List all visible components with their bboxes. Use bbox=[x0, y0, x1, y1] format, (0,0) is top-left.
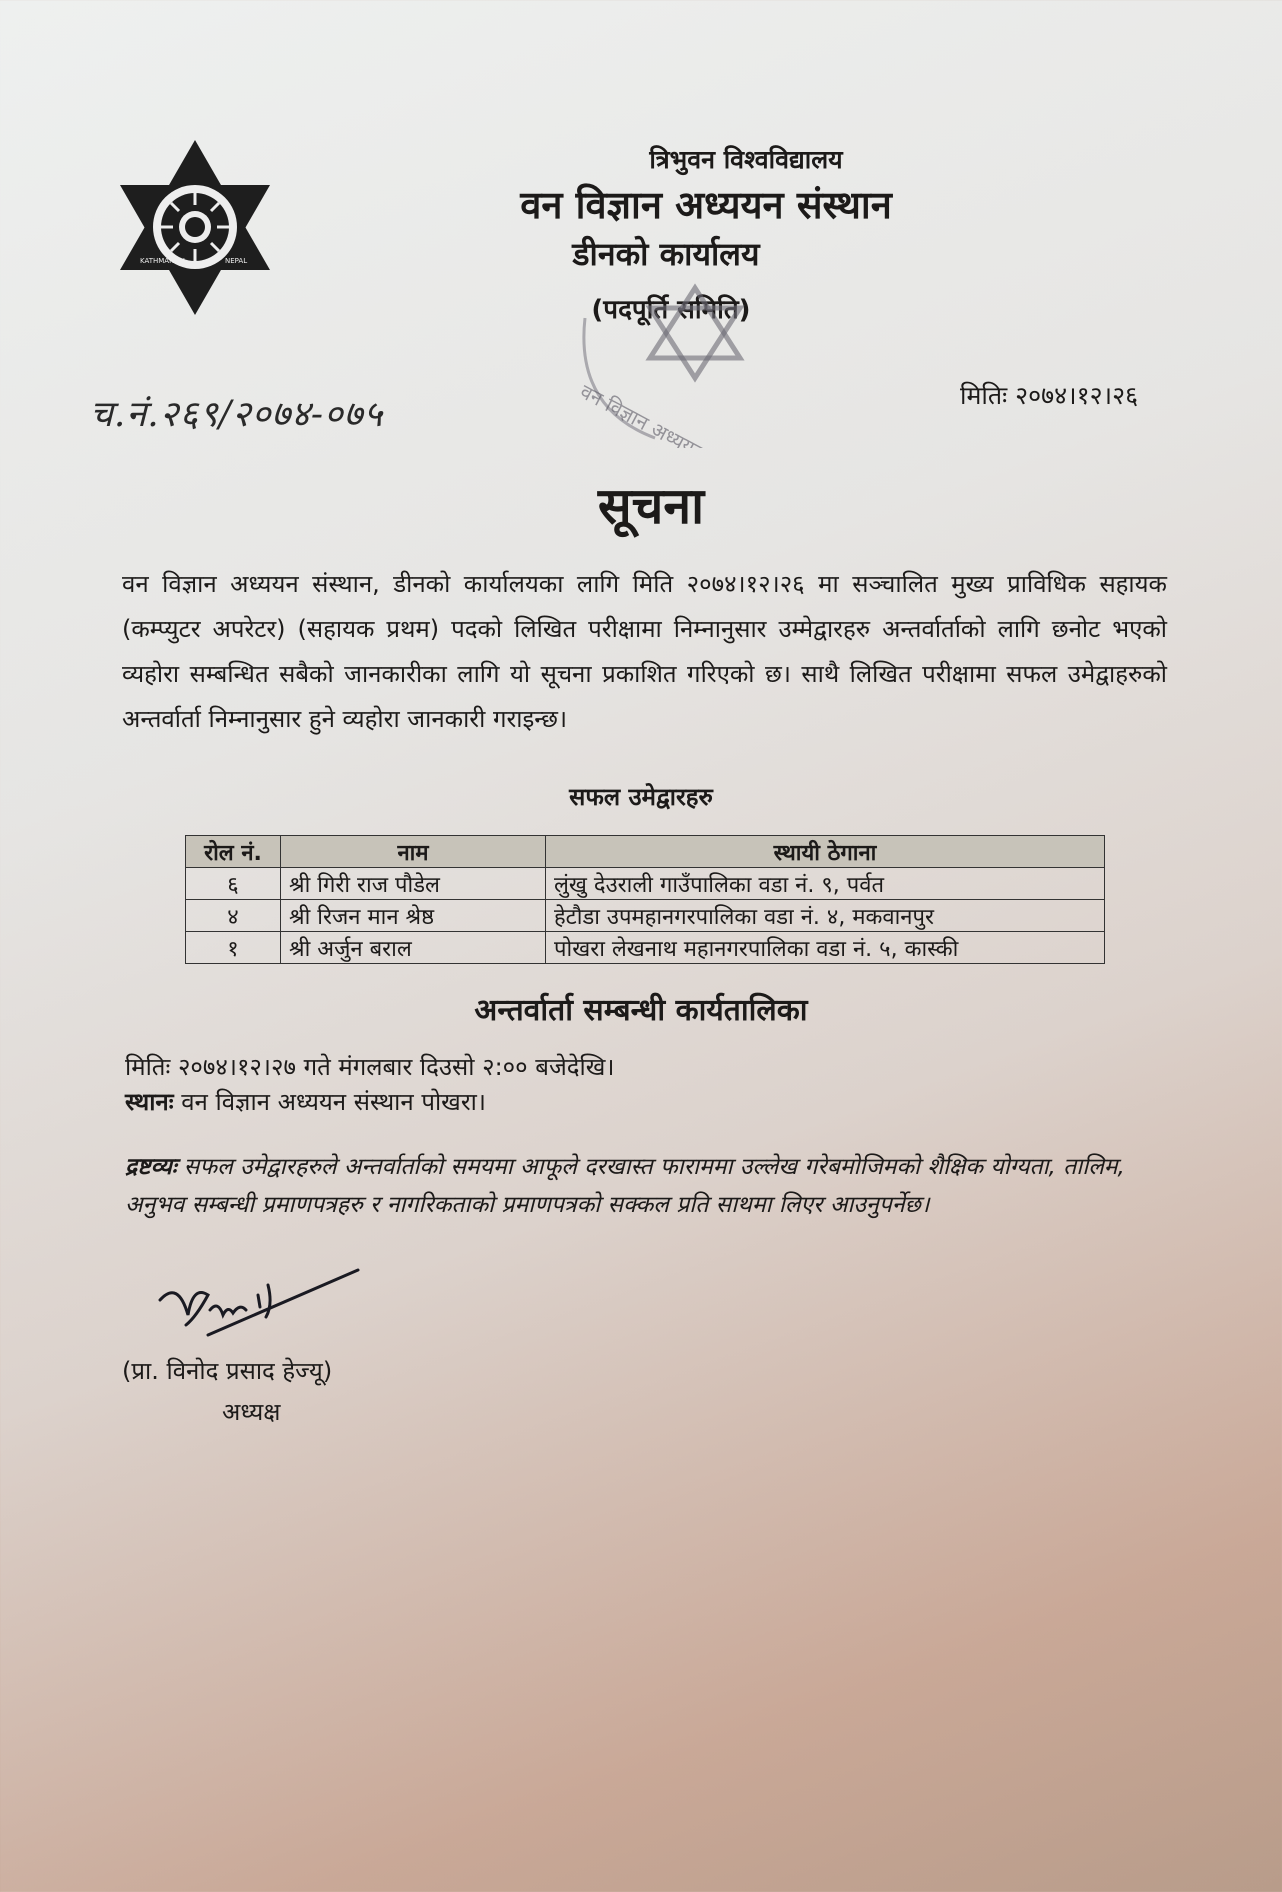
cell-name: श्री रिजन मान श्रेष्ठ bbox=[281, 900, 546, 932]
column-header-address: स्थायी ठेगाना bbox=[546, 836, 1105, 868]
note bbox=[125, 1148, 1175, 1224]
logo-text-left: KATHMANDU bbox=[140, 257, 185, 265]
cell-roll: ६ bbox=[186, 868, 281, 900]
logo-text-right: NEPAL bbox=[225, 257, 248, 265]
institute-name: वन विज्ञान अध्ययन संस्थान bbox=[520, 183, 892, 227]
column-header-name: नाम bbox=[281, 836, 546, 868]
place-label: स्थानः bbox=[125, 1088, 174, 1116]
note-label: द्रष्टव्यः bbox=[125, 1154, 177, 1180]
cell-roll: ४ bbox=[186, 900, 281, 932]
table-row bbox=[186, 868, 1105, 900]
schedule-heading: अन्तर्वार्ता सम्बन्धी कार्यतालिका bbox=[474, 993, 808, 1028]
cell-address: पोखरा लेखनाथ महानगरपालिका वडा नं. ५, कास्की bbox=[546, 932, 1105, 964]
cell-address: हेटौडा उपमहानगरपालिका वडा नं. ४, मकवानपुर bbox=[546, 900, 1105, 932]
signatory-name: (प्रा. विनोद प्रसाद हेज्यू) bbox=[122, 1357, 333, 1385]
signature bbox=[148, 1255, 368, 1345]
column-header-roll: रोल नं. bbox=[186, 836, 281, 868]
candidates-table bbox=[185, 835, 1105, 964]
committee-name: (पदपूर्ति समिति) bbox=[591, 295, 751, 325]
notice-body: वन विज्ञान अध्ययन संस्थान, डीनको कार्यालयका लागि मिति २०७४।१२।२६ मा सञ्चालित मुख्य प्राविधिक सहायक (कम्प्युटर अपरेटर) (सहायक प्रथम) पदको लिखित परीक्षामा निम्नानुसार उम्मेद्वारहरु अन्तर्वार्ताको लागि छनोट भएको व्यहोरा सम्बन्धित सबैको जानकारीका लागि यो सूचना प्रकाशित गरिएको छ। साथै लिखित परीक्षामा सफल उमेद्वाहरुको अन्तर्वार्ता निम्नानुसार हुने व्यहोरा जानकारी गराइन्छ। bbox=[122, 570, 1167, 733]
cell-address: लुंखु देउराली गाउँपालिका वडा नं. ९, पर्वत bbox=[546, 868, 1105, 900]
schedule-place bbox=[125, 1085, 486, 1118]
notice-date: मितिः २०७४।१२।२६ bbox=[960, 381, 1139, 410]
table-row bbox=[186, 932, 1105, 964]
table-row bbox=[186, 900, 1105, 932]
note-text: सफल उमेद्वारहरुले अन्तर्वार्ताको समयमा आफूले दरखास्त फाराममा उल्लेख गरेबमोजिमको शैक्षिक योग्यता, तालिम, अनुभव सम्बन्धी प्रमाणपत्रहरु र नागरिकताको प्रमाणपत्रको सक्कल प्रति साथमा लिएर आउनुपर्नेछ। bbox=[125, 1154, 1125, 1218]
cell-name: श्री गिरी राज पौडेल bbox=[281, 868, 546, 900]
cell-name: श्री अर्जुन बराल bbox=[281, 932, 546, 964]
notice-title: सूचना bbox=[597, 477, 705, 535]
office-name: डीनको कार्यालय bbox=[572, 235, 760, 273]
stamp-text bbox=[576, 379, 805, 448]
cell-roll: १ bbox=[186, 932, 281, 964]
signatory-role: अध्यक्ष bbox=[222, 1398, 281, 1426]
reference-number: च.नं.२६९/२०७४-०७५ bbox=[90, 394, 384, 435]
schedule-date: मितिः २०७४।१२।२७ गते मंगलबार दिउसो २:०० बजेदेखि। bbox=[125, 1053, 615, 1081]
candidates-heading: सफल उमेद्वारहरु bbox=[569, 783, 713, 811]
university-name: त्रिभुवन विश्वविद्यालय bbox=[649, 145, 843, 174]
place-value: वन विज्ञान अध्ययन संस्थान पोखरा। bbox=[173, 1088, 486, 1116]
table-header-row bbox=[186, 836, 1105, 868]
office-stamp bbox=[565, 278, 805, 448]
